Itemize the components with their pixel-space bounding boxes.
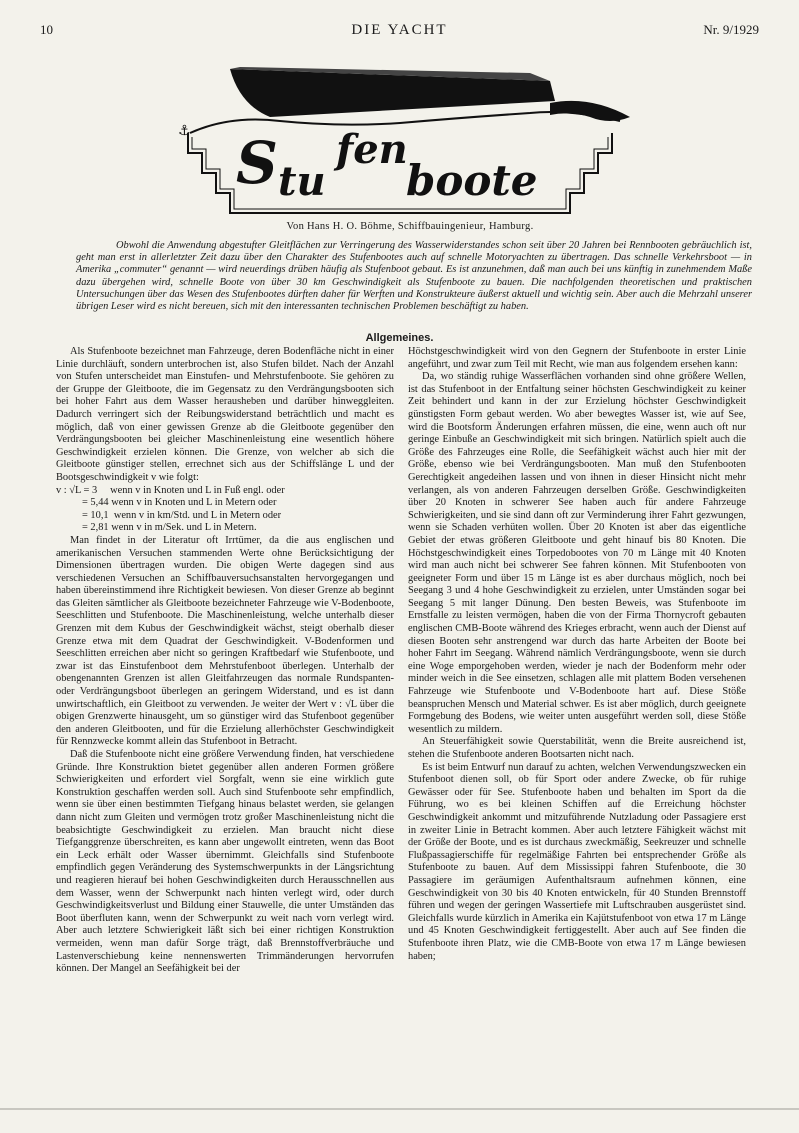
paragraph: Daß die Stufenboote nicht eine größere Verwendung finden, hat verschiedene Gründe. Ihre Konstruktion bietet gegenüber allen anderen Formen größere Schwierigkeiten und erfordert viel Sorgfalt, wenn sie eine wirklich gute Konstruktion geschaffen werden soll. Auch sind Stufenboote sehr empfindlich, wenn sie über einen bestimmten Tiefgang hinaus belastet werden, sie gelangen dann nicht zum Gleiten und vermögen trotz großer Maschinenleistung nicht die beabsichtigte Geschwindigkeit zu erzielen. Man braucht nicht diese Tiefganggrenze überschreiten, es kann aber ungewollt eintreten, wenn das Boot ein Leck erhält oder Wasser übernimmt. Gleichfalls sind Stufenboote empfindlich gegen Veränderung des Systemschwerpunkts in der Längsrichtung und reagieren hierauf bei hohen Geschwindigkeiten durch Herausschnellen aus dem Wasser, wenn der Schwerpunkt nach hinten verlegt wird, oder durch Geschwindigkeitsverlust und Bildung einer Stauwelle, die unter Umständen das Boot überfluten kann, wenn der Schwerpunkt zu weit nach vorn verlegt wird. Aber auch letztere Schwierigkeit läßt sich bei einer richtigen Konstruktion vermeiden, wenn man dafür Sorge trägt, daß Brennstoffverbräuche und Lastenverschiebung keine nennenswerten Trimmänderungen hervorrufen können. Der Mangel an Seefähigkeit bei der bbox=[56, 749, 394, 975]
logo-part-boote: boote bbox=[406, 156, 538, 205]
speed-formula bbox=[56, 485, 394, 535]
paragraph: Da, wo ständig ruhige Wasserflächen vorhanden sind ohne größere Wellen, ist das Stufenboot in der Entfaltung seiner höchsten Geschwindigkeit zu keiner Zeit behindert und kann in der zur Erzielung höchster Geschwindigkeit günstigsten Form gebaut werden. Wo aber bewegtes Wasser ist, wie auf See, wird die Bootsform Änderungen erfahren müssen, die eine, wenn auch oft nur geringe Einbuße an Geschwindigkeit mit sich bringen. Natürlich spielt auch die Größe des Fahrzeuges eine Rolle, die Seefähigkeit wächst auch hier mit der Größe, ebenso wie bei Verdrängungsbooten. Man muß den Stufenbooten Gerechtigkeit angedeihen lassen und von ihnen in dieser Hinsicht nicht mehr verlangen, als von anderen Fahrzeugen derselben Größe. Geschwindigkeiten über 20 Knoten in schwerer See haben auch für andere Fahrzeuge Schwierigkeiten, und sie sind dann oft zur Verminderung ihrer Fahrt gezwungen, wenn sie Schaden verhüten wollen. Über 20 Knoten ist aber das eigentliche Gebiet der etwas größeren Gleitboote und geht hinauf bis 80 Knoten. Die Höchstgeschwindigkeit eines Torpedobootes von 70 m Länge mit 40 Knoten wird man auch nicht bei schwerer See fahren können. Mit Stufenbooten von geeigneter Form und über 15 m Länge ist es aber durchaus möglich, noch bei Seegang 3 und 4 hohe Geschwindigkeit zu erzielen, unter Umständen sogar bei Seegang 5 mit langer Dünung. Den besten Beweis, was Stufenboote im Ernstfalle zu leisten vermögen, haben die von der Firma Thornycroft gebauten englischen CMB-Boote während des Krieges erbracht, wenn auch der Dienst auf diesen Booten sehr anstrengend war durch das harte Arbeiten der Boote bei hoher Fahrt im Seegang. Während nämlich Verdrängungsboote, wenn sie durch eine Woge emporgehoben werden, wieder je nach der Bodenform mehr oder minder weich in die See einsetzen, schlagen alle mit plattem Boden versehenen Fahrzeuge wie Stufenboote und V-Bodenboote hart auf. Diese Stöße beanspruchen Mensch und Material schwer. Es ist aber möglich, durch geeignete Formgebung des Bodens, wie weiter unten ausgeführt werden soll, diese Stöße wesentlich zu mildern. bbox=[408, 371, 746, 735]
formula-line: = 5,44 wenn v in Knoten und L in Metern oder bbox=[56, 497, 277, 509]
formula-line: = 10,1 wenn v in km/Std. und L in Metern oder bbox=[56, 509, 282, 521]
section-heading: Allgemeines. bbox=[365, 332, 434, 344]
magazine-title: DIE YACHT bbox=[351, 22, 448, 38]
text-column-right bbox=[408, 346, 746, 963]
logo-part-tu: tu bbox=[278, 158, 326, 205]
logo-part-fen: fen bbox=[336, 126, 408, 173]
intro-paragraph: Obwohl die Anwendung abgestufter Gleitflächen zur Verringerung des Wasserwiderstandes schon seit über 20 Jahren bei Rennbooten gebräuchlich ist, geht man erst in allerletzter Zeit dazu über den Charakter des Stufenbootes auch auf schnelle Motoryachten zu übertragen. Das schnelle Verkehrsboot — in Amerika „commuter“ genannt — wird neuerdings drüben häufig als Stufenboot gebaut. Es ist anzunehmen, daß man auch bei uns künftig in zunehmendem Maße dazu übergehen wird, schnelle Boote von über 30 km Geschwindigkeit als Stufenboote zu bauen. Die nachfolgenden theoretischen und praktischen Untersuchungen über das Wesen des Stufenbootes dürften daher für Werften und Konstrukteure äußerst aktuell und wichtig sein. Aber auch die Mehrzahl unserer übrigen Leser wird es nicht bereuen, sich mit den interessanten technischen Problemen beschäftigt zu haben. bbox=[76, 240, 752, 313]
stufenboote-title-logo bbox=[170, 55, 640, 230]
article-intro bbox=[76, 240, 752, 313]
scan-edge bbox=[0, 1108, 799, 1110]
page-header bbox=[40, 22, 759, 42]
paragraph: An Steuerfähigkeit sowie Querstabilität, wenn die Breite ausreichend ist, stehen die Stufenboote anderen Bootsarten nicht nach. bbox=[408, 736, 746, 760]
formula-line: v : √L = 3 wenn v in Knoten und L in Fuß engl. oder bbox=[56, 484, 285, 496]
paragraph: Es ist beim Entwurf nun darauf zu achten, welchen Verwendungszwecken ein Stufenboot dienen soll, ob für Sport oder andere Zwecke, ob für ruhige Gewässer oder für See. Stufenboote haben und behalten im Sport da die Führung, wo es bei kleinen Schiffen auf die Erreichung höchster Geschwindigkeit ankommt und mitzuführende Nutzladung oder Passagiere erst in zweiter Linie in Betracht kommen. Aber auch letztere Fähigkeit wächst mit der Größe der Boote, und es ist durchaus zweckmäßig, Seekreuzer und schnelle Flußpassagierschiffe für regelmäßige Fahrten bei entsprechender Größe als Stufenboote zu bauen. Auf dem Mississippi fahren Stufenboote, die 30 Passagiere im geräumigen Aufenthaltsraum aufnehmen können, eine Geschwindigkeit von 30 bis 40 Knoten entwickeln, für 40 Stunden Brennstoff führen und wegen der geringen Wassertiefe mit Luftschrauben ausgerüstet sind. Gleichfalls wurde kürzlich in Amerika ein Kajütstufenboot von etwa 17 m Länge und 45 Knoten Geschwindigkeit fertiggestellt. Aber auch auf See finden die Stufenboote ihren Platz, wie die CMB-Boote von etwa 17 m Länge bewiesen haben; bbox=[408, 761, 746, 962]
text-column-left bbox=[56, 346, 394, 976]
paragraph: Höchstgeschwindigkeit wird von den Gegnern der Stufenboote in erster Linie angeführt, und zwar zum Teil mit Recht, wie man aus folgendem ersehen kann: bbox=[408, 346, 746, 370]
issue-number: Nr. 9/1929 bbox=[703, 22, 759, 37]
svg-text:⚓: ⚓ bbox=[178, 123, 191, 139]
page-number: 10 bbox=[40, 22, 53, 37]
paragraph: Als Stufenboote bezeichnet man Fahrzeuge, deren Bodenfläche nicht in einer Linie durchläuft, sondern unterbrochen ist, also Stufen bildet. Nach der Anzahl von Stufen unterscheidet man Einstufen- und Mehrstufenboote. Sie gehören zu der Gruppe der Gleitboote, die im Gegensatz zu den Verdrängungsbooten sich bei hoher Fahrt aus dem Wasser herausheben und darüber hinweggleiten. Dadurch verringert sich der Reibungswiderstand beträchtlich und macht es möglich, daß von einer gewissen Grenze ab die Gleitboote gegenüber den Verdrängungsbooten bei gleicher Maschinenleistung eine wesentlich höhere Geschwindigkeit erzielen können. Die Grenze, von welcher ab sich die Gleitboote günstiger stellen, errechnet sich aus der Schiffslänge L und der Bootsgeschwindigkeit v wie folgt: bbox=[56, 346, 394, 483]
author-byline: Von Hans H. O. Böhme, Schiffbauingenieur, Hamburg. bbox=[286, 221, 534, 232]
formula-line: = 2,81 wenn v in m/Sek. und L in Metern. bbox=[56, 522, 257, 534]
paragraph: Man findet in der Literatur oft Irrtümer, da die aus englischen und amerikanischen Versuchen stammenden Werte ohne Berücksichtigung der Dimensionen übertragen wurden. Die obigen Werte dagegen sind aus verschiedenen Versuchen an Schiffbauversuchsanstalten hervorgegangen und haben übereinstimmend ihre Richtigkeit bewiesen. Von dieser Grenze ab beginnt das Gleiten sämtlicher als Gleitboote bezeichneter Fahrzeuge wie V-Bodenboote, Seeschlitten und Stufenboote. Die Maschinenleistung, welche unterhalb dieser Grenzen mit dem Kubus der Geschwindigkeit wächst, steigt oberhalb dieser Grenze etwa mit dem Quadrat der Geschwindigkeit. V-Bodenformen und Seeschlitten erreichen aber nicht so geringen Kraftbedarf wie Stufenboote, und zwar ist das Einstufenboot dem Mehrstufenboot überlegen. Unterhalb der obengenannten Grenzen ist allen Gleitfahrzeugen das normale Rundspanten- oder Verdrängungsboot überlegen an geringem Widerstand, und es ist dann unwirtschaftlich, ein Gleitboot zu verwenden. Je weiter der Wert v : √L über die obigen Grenzwerte hinausgeht, um so günstiger wird das Stufenboot gegenüber den anderen Gleitbooten, und für die Erzielung allerhöchster Geschwindigkeit für Rennzwecke kommt allein das Stufenboot in Betracht. bbox=[56, 534, 394, 748]
logo-first-letter: S bbox=[236, 129, 278, 197]
